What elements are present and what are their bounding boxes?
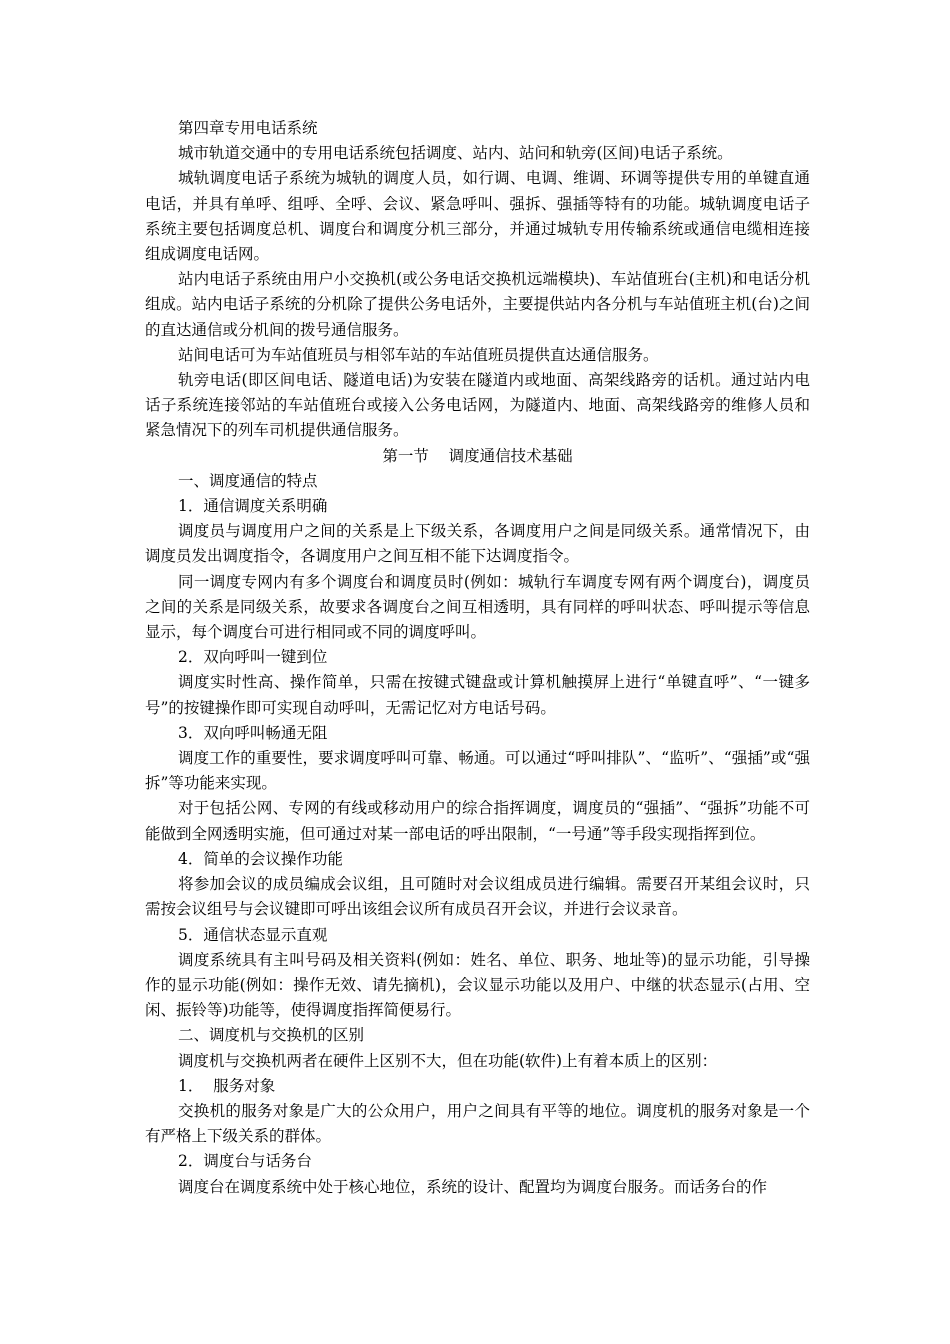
paragraph: 交换机的服务对象是广大的公众用户，用户之间具有平等的地位。调度机的服务对象是一个有严格上下级关系的群体。: [145, 1101, 810, 1146]
intro-paragraph-1: 城市轨道交通中的专用电话系统包括调度、站内、站问和轨旁(区间)电话子系统。: [178, 144, 733, 163]
section-title: 第一节 调度通信技术基础: [382, 446, 573, 465]
paragraph: 调度实时性高、操作简单，只需在按键式键盘或计算机触摸屏上进行“单键直呼”、“一键多号”的按键操作即可实现自动呼叫，无需记忆对方电话号码。: [145, 673, 810, 717]
paragraph: 调度工作的重要性，要求调度呼叫可靠、畅通。可以通过“呼叫排队”、“监听”、“强插”或“强拆”等功能来实现。: [145, 749, 810, 793]
intro-paragraph-3: 站内电话子系统由用户小交换机(或公务电话交换机远端模块)、车站值班台(主机)和电话分机组成。站内电话子系统的分机除了提供公务电话外，主要提供站内各分机与车站值班主机(台)之间的直达通信或分机间的拨号通信服务。: [145, 270, 810, 339]
subheading-2: 2．双向呼叫一键到位: [178, 648, 328, 667]
intro-paragraph-4: 站间电话可为车站值班员与相邻车站的车站值班员提供直达通信服务。: [178, 345, 659, 364]
heading-1: 一、调度通信的特点: [178, 471, 318, 490]
subheading-4: 4．简单的会议操作功能: [178, 849, 343, 868]
paragraph: 对于包括公网、专网的有线或移动用户的综合指挥调度，调度员的“强插”、“强拆”功能不可能做到全网透明实施，但可通过对某一部电话的呼出限制，“一号通”等手段实现指挥到位。: [145, 799, 810, 843]
paragraph: 调度员与调度用户之间的关系是上下级关系，各调度用户之间是同级关系。通常情况下，由调度员发出调度指令，各调度用户之间互相不能下达调度指令。: [145, 522, 810, 566]
heading-2: 二、调度机与交换机的区别: [178, 1026, 365, 1045]
paragraph: 调度机与交换机两者在硬件上区别不大，但在功能(软件)上有着本质上的区别：: [178, 1051, 718, 1070]
subheading-3: 3．双向呼叫畅通无阻: [178, 723, 328, 742]
subheading-service: 1． 服务对象: [178, 1076, 276, 1095]
paragraph: 同一调度专网内有多个调度台和调度员时(例如：城轨行车调度专网有两个调度台)，调度员之间的关系是同级关系，故要求各调度台之间互相透明，具有同样的呼叫状态、呼叫提示等信息显示，每个调度台可进行相同或不同的调度呼叫。: [145, 572, 810, 642]
intro-paragraph-5: 轨旁电话(即区间电话、隧道电话)为安装在隧道内或地面、高架线路旁的话机。通过站内电话子系统连接邻站的车站值班台或接入公务电话网，为隧道内、地面、高架线路旁的维修人员和紧急情况下的列车司机提供通信服务。: [145, 371, 810, 440]
paragraph: 调度台在调度系统中处于核心地位，系统的设计、配置均为调度台服务。而话务台的作: [178, 1177, 768, 1196]
intro-paragraph-2: 城轨调度电话子系统为城轨的调度人员，如行调、电调、维调、环调等提供专用的单键直通电话，并具有单呼、组呼、全呼、会议、紧急呼叫、强拆、强插等特有的功能。城轨调度电话子系统主要包括调度总机、调度台和调度分机三部分，并通过城轨专用传输系统或通信电缆相连接组成调度电话网。: [145, 169, 810, 264]
subheading-1: 1．通信调度关系明确: [178, 497, 328, 516]
document-body: [145, 116, 810, 1200]
paragraph: 将参加会议的成员编成会议组，且可随时对会议组成员进行编辑。需要召开某组会议时，只需按会议组号与会议键即可呼出该组会议所有成员召开会议，并进行会议录音。: [145, 875, 810, 919]
paragraph: 调度系统具有主叫号码及相关资料(例如：姓名、单位、职务、地址等)的显示功能，引导操作的显示功能(例如：操作无效、请先摘机)，会议显示功能以及用户、中继的状态显示(占用、空闲、振铃等)功能等，使得调度指挥简便易行。: [145, 950, 810, 1020]
subheading-5: 5．通信状态显示直观: [178, 925, 328, 944]
subheading-console: 2．调度台与话务台: [178, 1152, 312, 1171]
chapter-title: 第四章专用电话系统: [178, 119, 318, 137]
